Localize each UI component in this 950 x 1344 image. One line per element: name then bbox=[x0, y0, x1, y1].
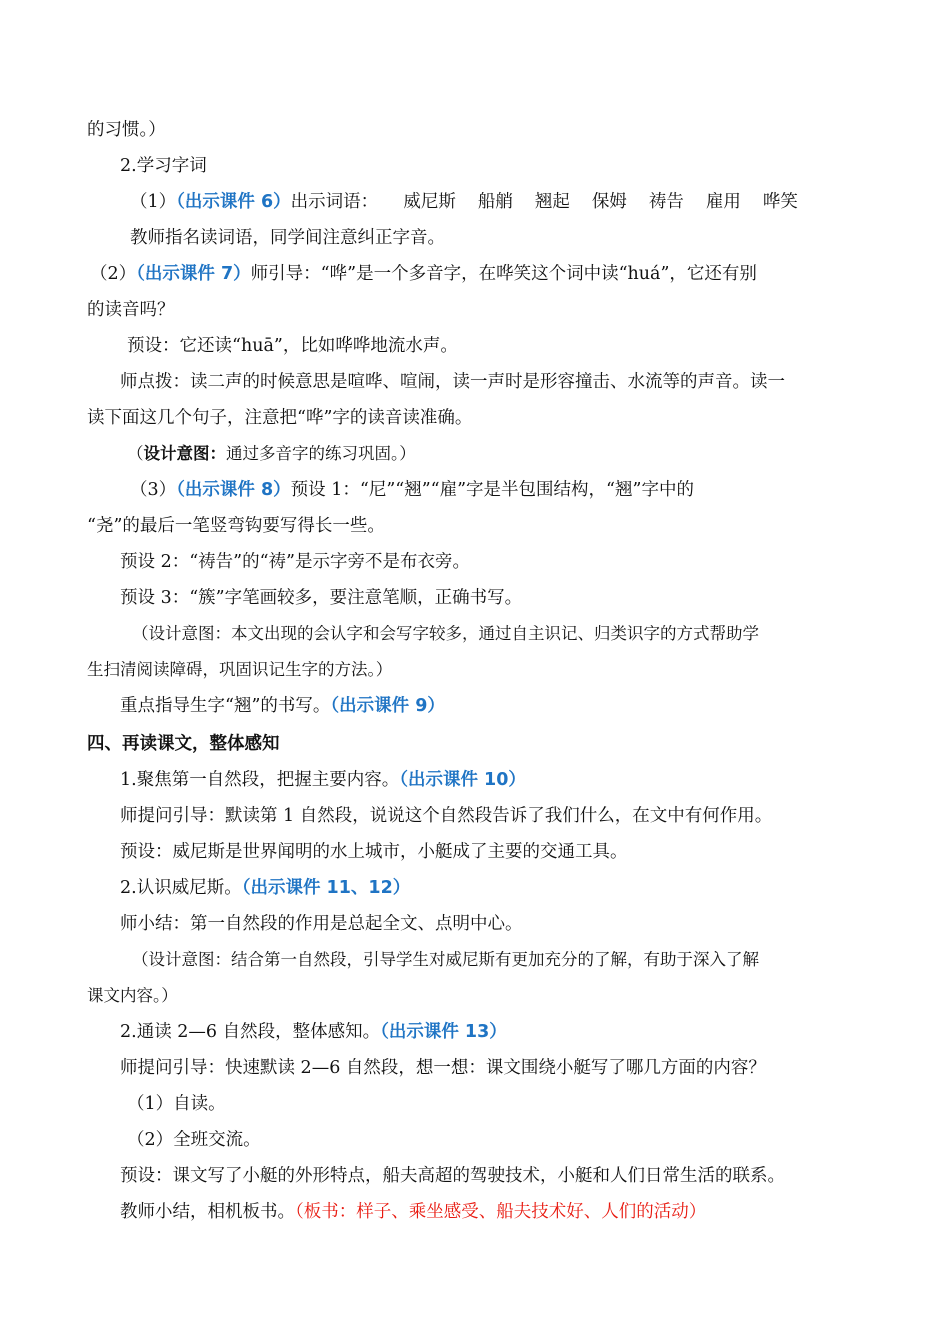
item-text: 师引导：“哗”是一个多音字，在哗笑这个词中读“huá”，它还有别 bbox=[250, 264, 757, 284]
paragraph-line bbox=[120, 876, 410, 900]
item-text: 1.聚焦第一自然段，把握主要内容。 bbox=[120, 770, 400, 790]
paragraph-line: 预设 3：“簇”字笔画较多，要注意笔顺，正确书写。 bbox=[120, 588, 523, 608]
paragraph-line bbox=[120, 768, 526, 792]
item-text: 2.通读 2—6 自然段，整体感知。 bbox=[120, 1022, 381, 1042]
section-heading: 2.学习字词 bbox=[120, 156, 207, 176]
note-text: 通过多音字的练习巩固。） bbox=[226, 444, 416, 463]
paragraph-line: （1）自读。 bbox=[127, 1094, 226, 1114]
vocab-word: 翘起 bbox=[534, 192, 570, 212]
paragraph-line: 的习惯。） bbox=[87, 120, 166, 140]
vocab-word: 保姆 bbox=[591, 192, 627, 212]
design-intent-note: （设计意图：结合第一自然段，引导学生对威尼斯有更加充分的了解，有助于深入了解 bbox=[132, 950, 759, 969]
courseware-tag: （出示课件 10） bbox=[399, 770, 526, 790]
item-text: 预设 1：“尼”“翘”“雇”字是半包围结构，“翘”字中的 bbox=[290, 480, 694, 500]
paragraph-line: 预设：威尼斯是世界闻明的水上城市，小艇成了主要的交通工具。 bbox=[120, 842, 628, 862]
note-label: 设计意图： bbox=[143, 444, 226, 463]
courseware-tag: （出示课件 8） bbox=[176, 480, 291, 500]
paragraph-line: 的读音吗？ bbox=[87, 300, 175, 320]
vocab-word: 威尼斯 bbox=[403, 192, 456, 212]
courseware-tag: （出示课件 11、12） bbox=[241, 878, 411, 898]
section-heading: 四、再读课文，整体感知 bbox=[87, 734, 280, 754]
item-number: （1） bbox=[130, 192, 177, 212]
paragraph-line bbox=[90, 262, 757, 286]
vocab-word: 雇用 bbox=[705, 192, 741, 212]
paragraph-line: 师点拨：读二声的时候意思是喧哗、喧闹，读一声时是形容撞击、水流等的声音。读一 bbox=[120, 372, 785, 392]
paragraph-line: 预设：它还读“huā”，比如哗哗地流水声。 bbox=[127, 336, 458, 356]
design-intent-note: 课文内容。） bbox=[87, 986, 178, 1005]
blackboard-note: （板书：样子、乘坐感受、船夫技术好、人们的活动） bbox=[295, 1202, 707, 1222]
item-number: （2） bbox=[90, 264, 137, 284]
courseware-tag: （出示课件 9） bbox=[330, 696, 445, 716]
item-text: 2.认识威尼斯。 bbox=[120, 878, 242, 898]
design-intent-note: （设计意图：本文出现的会认字和会写字较多，通过自主识记、归类识字的方式帮助学 bbox=[132, 624, 759, 643]
vocab-word: 哗笑 bbox=[762, 192, 798, 212]
courseware-tag: （出示课件 7） bbox=[136, 264, 251, 284]
paragraph-line: 师小结：第一自然段的作用是总起全文、点明中心。 bbox=[120, 914, 523, 934]
design-intent-note: 生扫清阅读障碍，巩固识记生字的方法。） bbox=[87, 660, 393, 679]
paragraph-line: 预设 2：“祷告”的“祷”是示字旁不是布衣旁。 bbox=[120, 552, 470, 572]
item-number: （3） bbox=[130, 480, 177, 500]
item-text: 重点指导生字“翘”的书写。 bbox=[120, 696, 331, 716]
paragraph-line: 师提问引导：默读第 1 自然段，说说这个自然段告诉了我们什么，在文中有何作用。 bbox=[120, 806, 773, 826]
paragraph-line: 师提问引导：快速默读 2—6 自然段，想一想：课文围绕小艇写了哪几方面的内容？ bbox=[120, 1058, 766, 1078]
paragraph-line bbox=[120, 1020, 507, 1044]
paragraph-line bbox=[120, 1200, 706, 1224]
paragraph-line: 预设：课文写了小艇的外形特点，船夫高超的驾驶技术，小艇和人们日常生活的联系。 bbox=[120, 1166, 785, 1186]
paragraph-line bbox=[130, 190, 820, 214]
item-text: 教师小结，相机板书。 bbox=[120, 1202, 295, 1222]
courseware-tag: （出示课件 13） bbox=[380, 1022, 507, 1042]
note-paren: （ bbox=[127, 444, 144, 463]
paragraph-line: （2）全班交流。 bbox=[127, 1130, 261, 1150]
paragraph-line bbox=[120, 694, 445, 718]
courseware-tag: （出示课件 6） bbox=[176, 192, 291, 212]
paragraph-line: 读下面这几个句子，注意把“哗”字的读音读准确。 bbox=[87, 408, 473, 428]
design-intent-note bbox=[127, 442, 416, 466]
paragraph-line: 教师指名读词语，同学间注意纠正字音。 bbox=[130, 228, 445, 248]
vocab-word: 船艄 bbox=[477, 192, 513, 212]
paragraph-line bbox=[130, 478, 694, 502]
vocab-word: 祷告 bbox=[648, 192, 684, 212]
item-text: 出示词语： bbox=[290, 192, 379, 212]
paragraph-line: “尧”的最后一笔竖弯钩要写得长一些。 bbox=[87, 516, 385, 536]
